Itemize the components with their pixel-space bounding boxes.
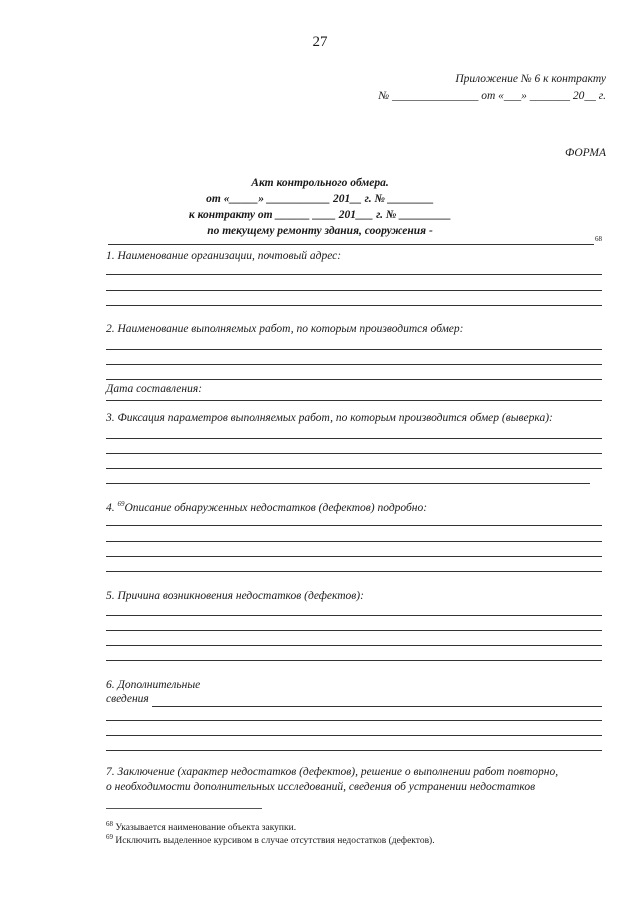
fill-line (106, 438, 602, 439)
section-6-heading: 6. Дополнительные (106, 679, 201, 691)
section-2-heading: 2. Наименование выполняемых работ, по которым производится обмер: (106, 323, 464, 335)
section-6-label: сведения (106, 693, 149, 705)
fill-line (106, 660, 602, 661)
fill-line (106, 305, 602, 306)
fill-line (106, 290, 602, 291)
fill-line (106, 525, 602, 526)
footnote-separator (106, 808, 262, 809)
fill-line (106, 379, 602, 380)
footnote-69-text: Исключить выделенное курсивом в случае отсутствия недостатков (дефектов). (113, 836, 435, 847)
page-number: 27 (312, 34, 328, 50)
fill-line (106, 364, 602, 365)
section-4-heading (106, 500, 427, 514)
contract-number-line: № _______________ от «___» _______ 20__ г. (378, 90, 606, 102)
fill-line (152, 706, 602, 707)
act-subject-line: по текущему ремонту здания, сооружения - (207, 225, 433, 237)
fill-line (106, 750, 602, 751)
section-5-heading: 5. Причина возникновения недостатков (дефектов): (106, 590, 364, 602)
act-title: Акт контрольного обмера. (251, 177, 389, 189)
fill-line (106, 645, 602, 646)
footnote-68-text: Указывается наименование объекта закупки. (113, 823, 297, 834)
fill-line (106, 483, 590, 484)
fill-line (106, 556, 602, 557)
footnote-68 (106, 820, 296, 833)
appendix-label: Приложение № 6 к контракту (455, 73, 606, 85)
footnote-ref-69: 69 (117, 500, 125, 508)
footnote-69-mark: 69 (106, 833, 113, 841)
fill-line (106, 571, 602, 572)
fill-line (106, 630, 602, 631)
fill-line (106, 541, 602, 542)
act-date-line: от «_____» ___________ 201__ г. № ________ (206, 193, 434, 205)
section-4-text: Описание обнаруженных недостатков (дефектов) подробно: (124, 501, 428, 514)
fill-line (106, 453, 602, 454)
date-label: Дата составления: (106, 383, 203, 395)
section-7-heading-line2: о необходимости дополнительных исследований, сведения об устранении недостатков (106, 781, 536, 793)
section-7-heading-line1: 7. Заключение (характер недостатков (дефектов), решение о выполнении работ повторно, (106, 766, 559, 778)
fill-line (106, 720, 602, 721)
subject-fill-line (108, 244, 594, 245)
fill-line (106, 468, 602, 469)
fill-line (106, 615, 602, 616)
act-contract-line: к контракту от ______ ____ 201___ г. № _________ (188, 209, 452, 221)
fill-line (106, 400, 602, 401)
section-3-heading: 3. Фиксация параметров выполняемых работ, по которым производится обмер (выверка): (106, 412, 553, 424)
section-4-number: 4. (106, 501, 115, 514)
fill-line (106, 274, 602, 275)
footnote-68-mark: 68 (106, 820, 113, 828)
footnote-ref-68: 68 (595, 235, 602, 243)
form-label: ФОРМА (564, 147, 606, 159)
fill-line (106, 349, 602, 350)
fill-line (106, 735, 602, 736)
footnote-69 (106, 833, 435, 846)
section-1-heading: 1. Наименование организации, почтовый адрес: (106, 250, 342, 262)
